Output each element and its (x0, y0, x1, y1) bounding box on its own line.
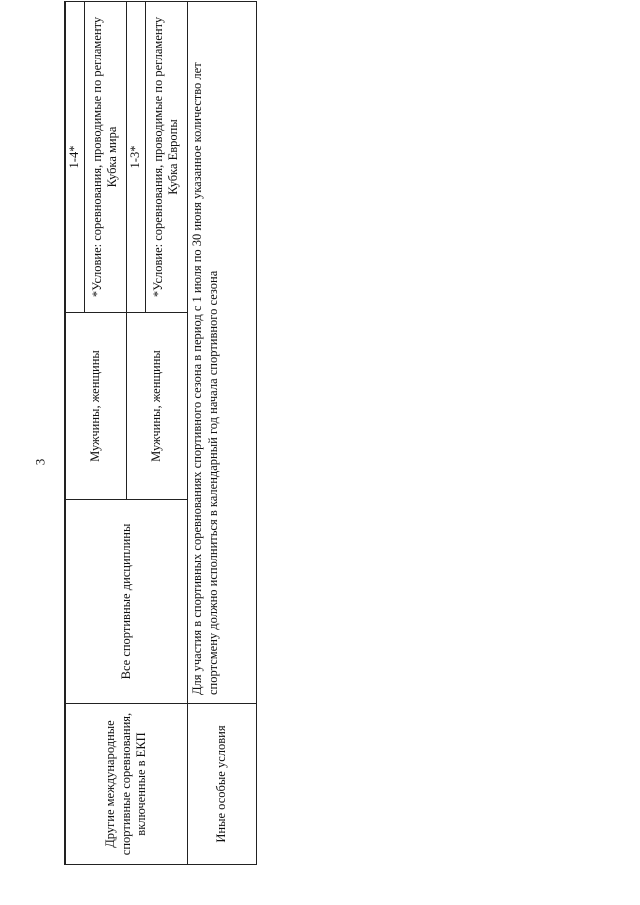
condition-cell: *Условие: соревнования, проводимые по регламенту Кубка Европы (145, 2, 187, 313)
range-cell: 1-4* (65, 2, 84, 313)
gender-cell: Мужчины, женщины (65, 313, 127, 500)
table-row (65, 2, 84, 865)
gender-cell: Мужчины, женщины (127, 313, 188, 500)
range-cell: 1-3* (127, 2, 146, 313)
requirements-table (64, 1, 257, 865)
category-cell: Иные особые условия (188, 704, 257, 865)
note-cell: Для участия в спортивных соревнованиях спортивного сезона в период с 1 июля по 30 июня указанное количество лет спортсмену должно исполниться в календарный год начала спортивного сезона (188, 2, 257, 704)
page-number: 3 (32, 458, 48, 466)
rotated-table-wrapper (64, 16, 257, 865)
table-row (188, 2, 257, 865)
condition-cell: *Условие: соревнования, проводимые по регламенту Кубка мира (84, 2, 126, 313)
disciplines-cell: Все спортивные дисциплины (65, 500, 188, 704)
category-cell: Другие международные спортивные соревнования, включенные в ЕКП (65, 704, 188, 865)
